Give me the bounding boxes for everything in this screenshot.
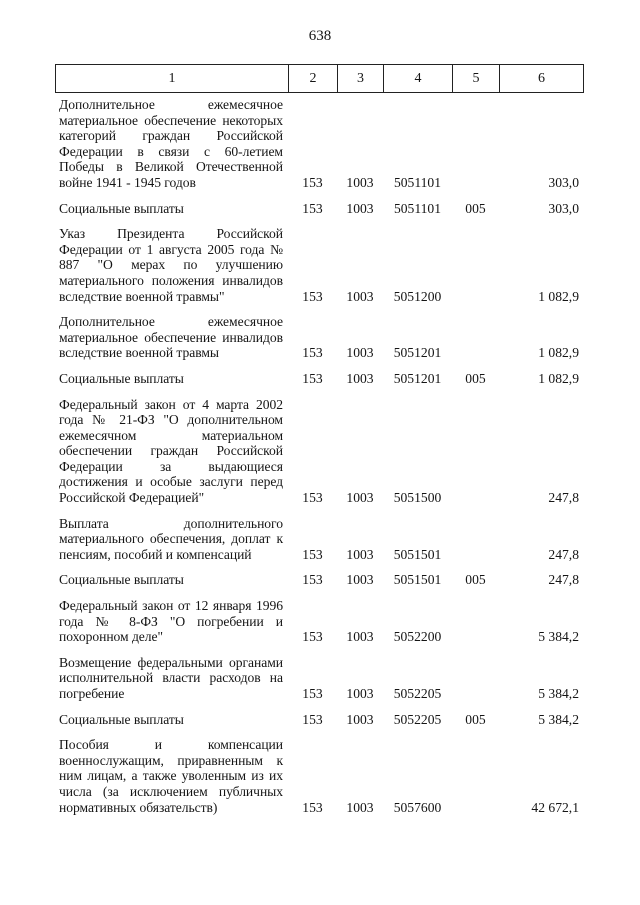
table-row	[55, 371, 583, 387]
row-description: Социальные выплаты	[59, 572, 184, 588]
row-code-5: 005	[465, 711, 486, 727]
row-code-4: 5052205	[393, 686, 442, 701]
row-code-3: 1003	[346, 490, 374, 506]
row-code-2: 153	[302, 686, 323, 701]
row-code-2: 153	[302, 629, 323, 645]
row-code-4: 5052200	[393, 629, 442, 645]
row-description: Федеральный закон от 4 марта 2002 года № 21-ФЗ "О дополнительном ежемесячном материальном обеспечении граждан Российской Федерации за выдающиеся достижения и особые заслуги перед Российской Федерацией"	[59, 396, 283, 506]
row-code-2: 153	[302, 174, 323, 190]
row-amount: 5 384,2	[538, 629, 579, 645]
row-amount: 42 672,1	[531, 799, 579, 815]
column-header-1: 1	[56, 65, 289, 93]
row-amount: 247,8	[548, 490, 579, 506]
row-description: Возмещение федеральными органами исполнительной власти расходов на погребение	[59, 654, 283, 701]
row-description: Социальные выплаты	[59, 711, 184, 727]
row-description: Дополнительное ежемесячное материальное обеспечение инвалидов вследствие военной травмы	[59, 314, 283, 361]
row-description: Социальные выплаты	[59, 370, 184, 386]
row-code-3: 1003	[346, 572, 374, 588]
row-code-3: 1003	[346, 686, 374, 701]
row-code-2: 153	[302, 572, 323, 588]
row-code-2: 153	[302, 490, 323, 506]
row-description: Социальные выплаты	[59, 200, 184, 216]
row-description: Федеральный закон от 12 января 1996 года № 8-ФЗ "О погребении и похоронном деле"	[59, 598, 283, 645]
table-row	[55, 97, 583, 191]
table-row	[55, 226, 583, 304]
table-body	[55, 97, 583, 825]
row-code-3: 1003	[346, 200, 374, 216]
row-code-4: 5051201	[393, 370, 442, 386]
row-amount: 247,8	[548, 546, 579, 562]
row-code-2: 153	[302, 200, 323, 216]
row-code-3: 1003	[346, 370, 374, 386]
row-code-2: 153	[302, 711, 323, 727]
row-description: Дополнительное ежемесячное материальное обеспечение некоторых категорий граждан Российской Федерации в связи с 60-летием Победы в Великой Отечественной войне 1941 - 1945 годов	[59, 97, 283, 190]
table-row	[55, 397, 583, 506]
row-code-3: 1003	[346, 288, 374, 304]
table-row	[55, 572, 583, 588]
row-code-2: 153	[302, 288, 323, 304]
row-amount: 1 082,9	[538, 370, 579, 386]
row-code-4: 5051500	[393, 490, 442, 506]
column-header-4: 4	[384, 65, 453, 93]
column-header-3: 3	[338, 65, 384, 93]
row-code-4: 5051101	[393, 174, 442, 190]
row-code-2: 153	[302, 546, 323, 562]
row-amount: 1 082,9	[538, 288, 579, 304]
row-code-4: 5051201	[393, 345, 442, 361]
table-row	[55, 598, 583, 645]
row-description: Указ Президента Российской Федерации от 1 августа 2005 года № 887 "О мерах по улучшению материального положения инвалидов вследствие военной травмы"	[59, 226, 283, 304]
row-amount: 303,0	[548, 200, 579, 216]
row-description: Выплата дополнительного материального обеспечения, доплат к пенсиям, пособий и компенсаций	[59, 515, 283, 562]
table-row	[55, 737, 583, 815]
page-number: 638	[308, 28, 332, 44]
row-code-4: 5052205	[393, 711, 442, 727]
row-amount: 5 384,2	[538, 711, 579, 727]
row-code-2: 153	[302, 799, 323, 815]
row-code-3: 1003	[346, 174, 374, 190]
row-code-3: 1003	[346, 799, 374, 815]
table-header	[55, 64, 584, 93]
row-code-5: 005	[465, 200, 486, 216]
row-code-3: 1003	[346, 345, 374, 361]
row-code-2: 153	[302, 370, 323, 386]
table-row	[55, 655, 583, 702]
table-row	[55, 516, 583, 563]
row-description: Пособия и компенсации военнослужащим, приравненным к ним лицам, а также уволенным из их числа (за исключением публичных нормативных обязательств)	[59, 737, 283, 815]
column-header-6: 6	[500, 65, 584, 93]
row-amount: 1 082,9	[538, 345, 579, 361]
column-header-2: 2	[289, 65, 338, 93]
row-code-3: 1003	[346, 711, 374, 727]
table-row	[55, 314, 583, 361]
row-code-5: 005	[465, 572, 486, 588]
row-code-2: 153	[302, 345, 323, 361]
row-code-3: 1003	[346, 546, 374, 562]
row-code-4: 5051101	[393, 200, 442, 216]
row-amount: 5 384,2	[538, 686, 579, 701]
row-amount: 247,8	[548, 572, 579, 588]
table-row	[55, 201, 583, 217]
column-header-5: 5	[453, 65, 500, 93]
row-code-4: 5057600	[393, 799, 442, 815]
row-code-4: 5051501	[393, 572, 442, 588]
row-amount: 303,0	[548, 174, 579, 190]
row-code-4: 5051501	[393, 546, 442, 562]
row-code-3: 1003	[346, 629, 374, 645]
table-row	[55, 712, 583, 728]
row-code-5: 005	[465, 370, 486, 386]
row-code-4: 5051200	[393, 288, 442, 304]
